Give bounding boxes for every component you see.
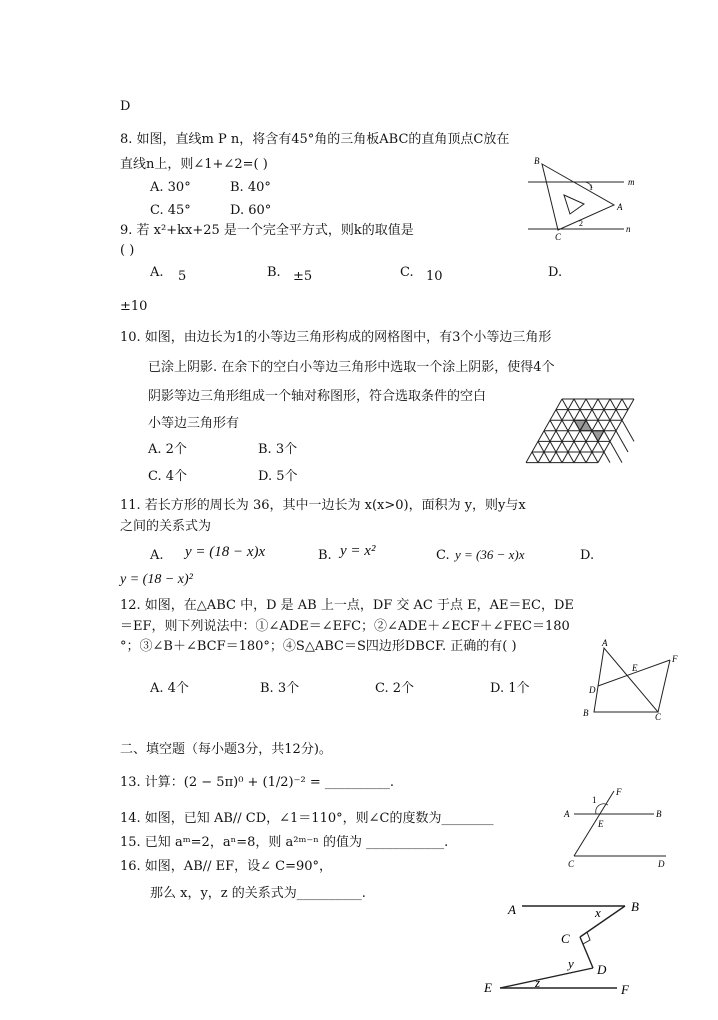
q12-stem-line3: °；③∠B＋∠BCF＝180°；④S△ABC＝S四边形DBCF. 正确的有( ) (120, 639, 517, 654)
q8-option-b: B. 40° (230, 180, 271, 195)
q11-option-a-formula: y = (18 − x)x (185, 544, 266, 560)
q11-stem-line1: 11. 若长方形的周长为 36，其中一边长为 x(x>0)，面积为 y，则y与x (120, 498, 526, 513)
q9-option-b-label: B. (267, 265, 281, 280)
q10-stem-line1: 10. 如图，由边长为1的小等边三角形构成的网格图中，有3个小等边三角形 (120, 330, 552, 345)
q11-option-b-formula: y = x² (340, 543, 376, 559)
q16-label-z: z (535, 975, 541, 990)
q12-label-b: B (583, 708, 589, 718)
q16-stem-line1: 16. 如图，AB// EF，设∠ C=90°， (120, 859, 333, 874)
q11-option-b-label: B. (318, 548, 332, 563)
q10-stem-line2: 已涂上阴影. 在余下的空白小等边三角形中选取一个涂上阴影，使得4个 (148, 360, 555, 375)
q10-option-a: A. 2个 (148, 442, 187, 457)
q16-label-e: E (484, 980, 492, 995)
q14-label-c: C (568, 859, 575, 869)
q9-option-c-value: 10 (426, 269, 443, 284)
section-heading-fill-in: 二、填空题（每小题3分，共12分)。 (120, 742, 332, 757)
q8-label-n: n (626, 224, 631, 234)
q7-answer-tail: D (120, 99, 131, 114)
q11-option-d-formula: y = (18 − x)² (120, 572, 193, 587)
q8-stem-line2: 直线n上，则∠1+∠2=( ) (120, 157, 268, 172)
q12-label-e: E (632, 663, 638, 673)
q16-label-c: C (561, 931, 570, 946)
q8-option-a: A. 30° (150, 180, 191, 195)
q12-label-c: C (655, 712, 662, 722)
q12-option-a: A. 4个 (150, 681, 189, 696)
q13-text: 13. 计算：(2 − 5π)⁰ + (1/2)⁻² = __________. (120, 775, 394, 790)
q12-option-c: C. 2个 (375, 681, 415, 696)
q11-stem-line2: 之间的关系式为 (120, 519, 212, 534)
q14-text: 14. 如图，已知 AB// CD，∠1＝110°，则∠C的度数为________ (120, 811, 494, 826)
q11-option-c-formula: y = (36 − x)x (455, 547, 525, 562)
q10-option-d: D. 5个 (258, 469, 298, 484)
q9-option-d-value: ±10 (120, 299, 148, 314)
q10-triangle-grid-figure (526, 399, 636, 463)
q16-label-a: A (508, 902, 516, 917)
q8-stem-line1: 8. 如图，直线m P n，将含有45°角的三角板ABC的直角顶点C放在 (120, 132, 510, 147)
q11-option-c-label: C. (436, 548, 450, 563)
q16-label-x: x (595, 905, 601, 920)
q14-parallel-lines-figure (560, 785, 680, 873)
q9-stem-line2: ( ) (120, 243, 135, 258)
q8-figure-triangle-lines (522, 152, 642, 242)
q15-text: 15. 已知 aᵐ=2，aⁿ=8，则 a²ᵐ⁻ⁿ 的值为 ____________. (120, 835, 449, 850)
q8-option-c: C. 45° (150, 203, 191, 218)
q9-option-c-label: C. (400, 265, 414, 280)
q10-stem-line4: 小等边三角形有 (148, 416, 240, 431)
q12-stem-line1: 12. 如图，在△ABC 中，D 是 AB 上一点，DF 交 AC 于点 E，AE＝EC，DE (120, 598, 574, 613)
q9-option-a-value: 5 (178, 269, 187, 284)
q12-label-a: A (602, 638, 608, 648)
q16-label-b: B (631, 899, 639, 914)
q12-label-f: F (672, 654, 678, 664)
q10-option-c: C. 4个 (148, 469, 188, 484)
q9-option-b-value: ±5 (293, 269, 313, 284)
q14-label-f: F (616, 787, 622, 797)
q10-stem-line3: 阴影等边三角形组成一个轴对称图形，符合选取条件的空白 (148, 389, 487, 404)
q11-option-d-label: D. (580, 548, 595, 563)
q14-label-e: E (598, 819, 604, 829)
q12-option-b: B. 3个 (260, 681, 300, 696)
q8-label-m: m (628, 177, 635, 187)
q16-label-d: D (597, 962, 607, 977)
q12-triangle-figure (578, 638, 688, 722)
q12-stem-line2: ＝EF，则下列说法中：①∠ADE＝∠EFC；②∠ADE＋∠ECF＋∠FEC＝180 (120, 619, 570, 634)
q14-label-b: B (656, 809, 662, 819)
q10-option-b: B. 3个 (258, 442, 298, 457)
q8-label-1: 1 (589, 183, 593, 192)
q9-option-a-label: A. (150, 265, 164, 280)
q8-label-2: 2 (579, 219, 583, 228)
q9-option-d-label: D. (548, 265, 563, 280)
q9-stem-line1: 9. 若 x²+kx+25 是一个完全平方式，则k的取值是 (120, 223, 414, 238)
q8-label-c: C (555, 232, 562, 242)
q14-label-d: D (658, 859, 665, 869)
q14-label-1: 1 (592, 795, 597, 805)
q8-label-a: A (617, 202, 623, 212)
q8-option-d: D. 60° (230, 203, 272, 218)
q16-label-y: y (568, 956, 574, 971)
q8-label-b: B (534, 156, 540, 166)
q12-option-d: D. 1个 (490, 681, 530, 696)
q16-stem-line2: 那么 x，y，z 的关系式为__________. (150, 886, 366, 901)
q11-option-a-label: A. (150, 548, 164, 563)
q16-zigzag-figure (480, 895, 650, 1000)
q14-label-a: A (564, 809, 570, 819)
q12-label-d: D (589, 685, 596, 695)
q16-label-f: F (621, 982, 629, 997)
